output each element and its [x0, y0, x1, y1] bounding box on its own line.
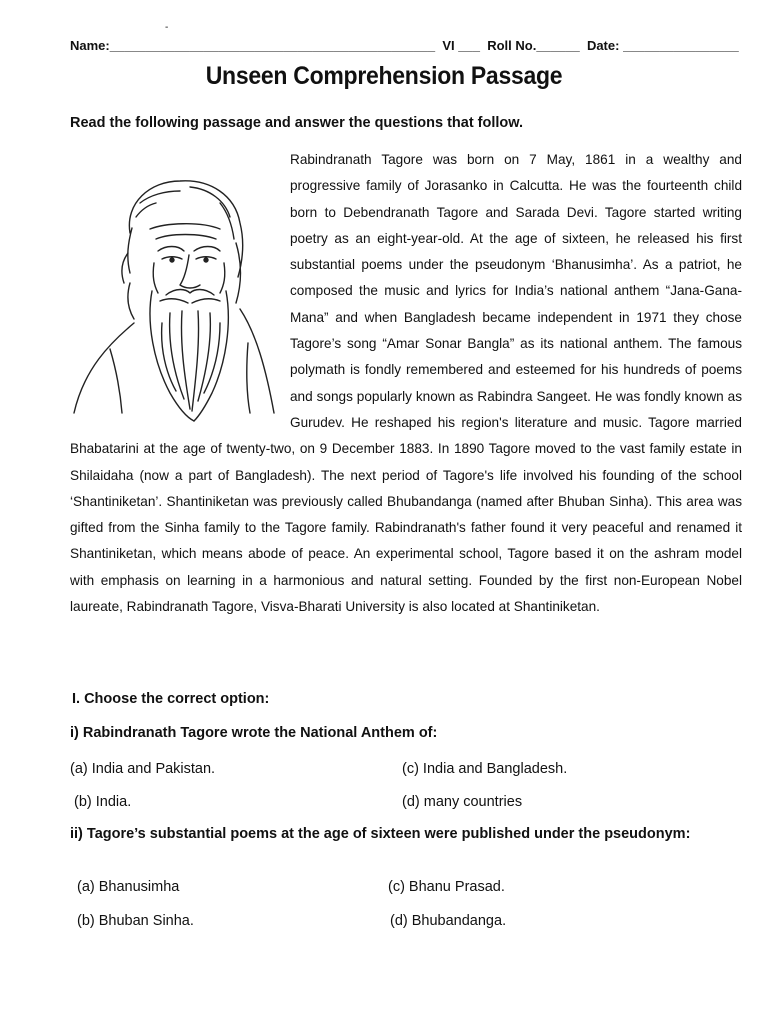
stray-mark: -: [165, 22, 169, 33]
date-label: Date:: [586, 38, 620, 53]
q2-option-b: (b) Bhuban Sinha.: [77, 913, 194, 929]
q1-option-c: (c) India and Bangladesh.: [402, 761, 568, 777]
passage-text: Rabindranath Tagore was born on 7 May, 1861 in a wealthy and progressive family of Jorasanko in Calcutta. He was the fourteenth child born to Debendranath Tagore and Sarada Devi. Tagore started writing poetry as an eight-year-old. At the age of sixteen, he released his first substantial poems under the pseudonym ‘Bhanusimha’. As a patriot, he composed the music and lyrics for India’s national anthem “Jana-Gana-Mana” and when Bangladesh became independent in 1971 they chose Tagore’s song “Amar Sonar Bangla” as its national anthem. The famous polymath is fondly remembered and esteemed for his hundreds of poems and songs popularly known as Rabindra Sangeet. He was fondly known as Gurudev. He reshaped his region's literature and music. Tagore married Bhabatarini at the age of twenty-two, on 9 December 1883. In 1890 Tagore moved to the vast family estate in Shilaidaha (now a part of Bangladesh). The next period of Tagore's life involved his founding of the school ‘Shantiniketan’. Shantiniketan was previously called Bhubandanga (named after Bhuban Sinha). This area was gifted from the Sinha family to the Tagore family. Rabindranath's father found it very peaceful and renamed it Shantiniketan, which means abode of peace. An experimental school, Tagore based it on the ashram model with emphasis on learning in a harmonious and natural setting. Founded by the first non-European Nobel laureate, Rabindranath Tagore, Visva-Bharati University is also located at Shantiniketan.: [70, 152, 742, 615]
page-title: Unseen Comprehension Passage: [205, 62, 563, 90]
date-blank: ________________: [623, 38, 739, 53]
section-heading: I. Choose the correct option:: [72, 691, 270, 707]
roll-blank: ______: [536, 38, 580, 53]
question-2-prompt: ii) Tagore’s substantial poems at the age of sixteen were published under the pseudonym:: [70, 826, 691, 842]
portrait-sketch-icon: [70, 173, 280, 423]
tagore-portrait: [70, 173, 290, 435]
class-label: VI: [442, 38, 455, 53]
name-label: Name:: [70, 38, 110, 53]
reading-passage: [70, 147, 742, 620]
q2-option-a: (a) Bhanusimha: [77, 879, 180, 895]
q1-option-b: (b) India.: [74, 794, 132, 810]
instruction-text: Read the following passage and answer the questions that follow.: [70, 115, 524, 131]
name-blank: _____________________________________________: [109, 38, 436, 53]
header-fields: [70, 38, 739, 53]
q2-option-c: (c) Bhanu Prasad.: [388, 879, 505, 895]
roll-label: Roll No.: [487, 38, 537, 53]
q2-option-d: (d) Bhubandanga.: [390, 913, 507, 929]
question-1-prompt: i) Rabindranath Tagore wrote the National Anthem of:: [70, 725, 438, 741]
class-blank: ___: [458, 38, 480, 53]
q1-option-a: (a) India and Pakistan.: [70, 761, 216, 777]
q1-option-d: (d) many countries: [402, 794, 523, 810]
